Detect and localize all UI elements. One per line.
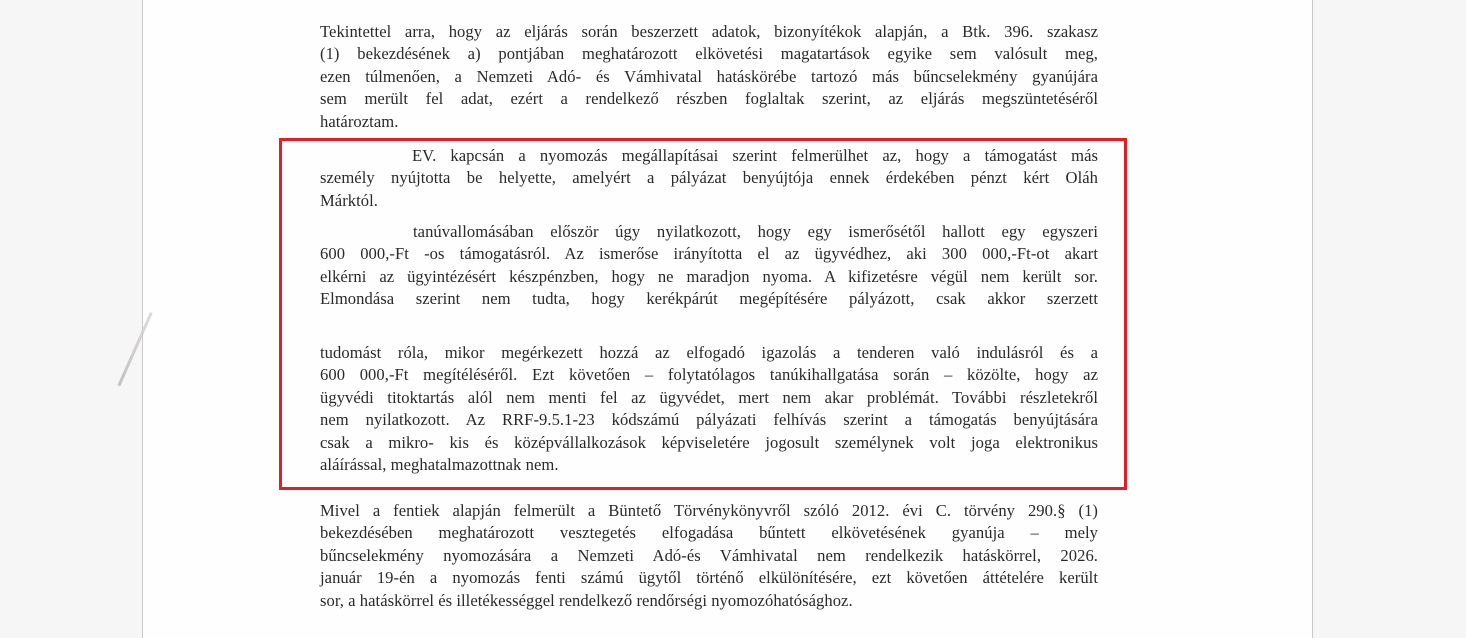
text-line: aláírással, meghatalmazottnak nem. (320, 455, 559, 475)
text-line: nem nyilatkozott. Az RRF-9.5.1-23 kódszámú pályázati felhívás szerint a támogatás benyújtására (320, 410, 1098, 430)
text-line: ügyvédi titoktartás alól nem menti fel az ügyvédet, mert nem akar problémát. További részletekről (320, 387, 1098, 407)
text-line: 600 000,-Ft megítéléséről. Ezt követően – folytatólagos tanúkihallgatása során – közölte, hogy az (320, 365, 1098, 385)
paragraph-witness-statement-continued (320, 342, 1098, 476)
text-line: tanúvallomásában először úgy nyilatkozott, hogy egy ismerősétől hallott egy egyszeri (413, 222, 1098, 241)
text-line: személy nyújtotta be helyette, amelyért a pályázat benyújtója ennek érdekében pénzt kért Oláh (320, 168, 1098, 188)
text-line: sem merült fel adat, ezért a rendelkező részben foglaltak szerint, az eljárás megszüntetéséről (320, 89, 1098, 109)
text-line: bekezdésében meghatározott vesztegetés elfogadása bűntett elkövetésének gyanúja – mely (320, 523, 1098, 543)
text-line: elkérni az ügyintézésért készpénzben, hogy ne maradjon nyoma. A kifizetésre végül nem került sor. (320, 266, 1098, 286)
paragraph-case-transfer (320, 500, 1098, 612)
text-line: Mivel a fentiek alapján felmerült a Büntető Törvénykönyvről szóló 2012. évi C. törvény 290.§ (1) (320, 501, 1098, 520)
text-line: tudomást róla, mikor megérkezett hozzá az elfogadó igazolás a tenderen való indulásról és a (320, 343, 1098, 362)
text-line: (1) bekezdésének a) pontjában meghatározott elkövetési magatartások egyike sem valósult meg, (320, 44, 1098, 64)
text-line: bűncselekmény nyomozására a Nemzeti Adó-és Vámhivatal nem rendelkezik hatáskörrel, 2026. (320, 545, 1098, 565)
text-line: január 19-én a nyomozás fenti számú ügytől történő elkülönítésére, ezt követően áttételére került (320, 568, 1098, 588)
text-line: csak a mikro- kis és középvállalkozások képviseletére jogosult személynek volt joga elektronikus (320, 432, 1098, 452)
text-line: 600 000,-Ft -os támogatásról. Az ismerőse irányította el az ügyvédhez, aki 300 000,-Ft-ot akart (320, 244, 1098, 264)
paragraph-witness-statement (320, 221, 1098, 311)
text-line: EV. kapcsán a nyomozás megállapításai szerint felmerülhet az, hogy a támogatást más (412, 146, 1098, 165)
text-line: Tekintettel arra, hogy az eljárás során beszerzett adatok, bizonyítékok alapján, a Btk. 396. szakasz (320, 22, 1098, 41)
text-line: Elmondása szerint nem tudta, hogy kerékpárút megépítésére pályázott, csak akkor szerzett (320, 289, 1098, 309)
text-line: sor, a hatáskörrel és illetékességgel rendelkező rendőrségi nyomozóhatósághoz. (320, 590, 853, 610)
text-line: Márktól. (320, 190, 379, 210)
paragraph-ev-findings (320, 145, 1098, 212)
text-line: határoztam. (320, 111, 399, 131)
text-line: ezen túlmenően, a Nemzeti Adó- és Vámhivatal hatáskörébe tartozó más bűncselekmény gyanújára (320, 66, 1098, 86)
paragraph-closing-decision (320, 21, 1098, 133)
